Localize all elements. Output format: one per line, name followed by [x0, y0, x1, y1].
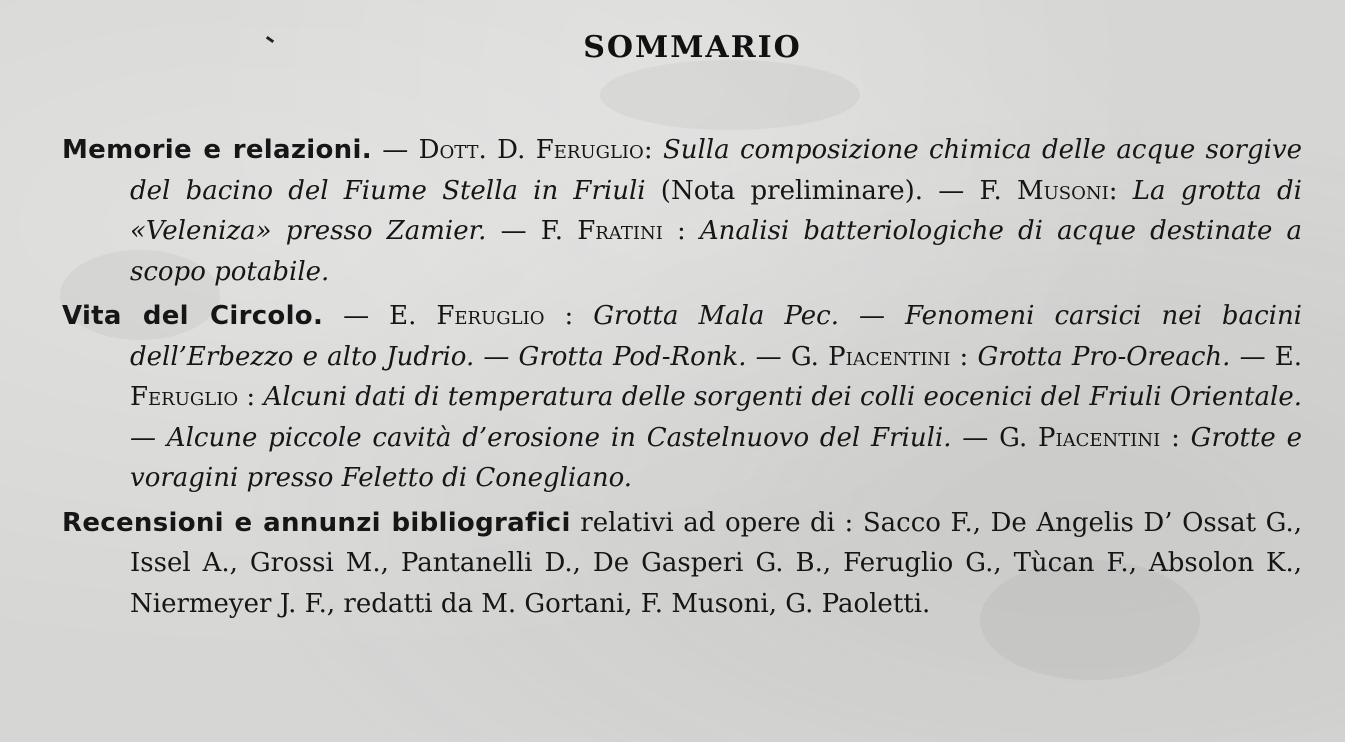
work-title: Grotta Pro-Oreach.: [977, 341, 1231, 372]
summary-entries: [62, 130, 1302, 624]
section-memorie: Memorie e relazioni. — Dott. D. Feruglio: Sulla composizione chimica delle acque sorgive del bacino del Fiume Stella in Friuli (Nota preliminare). — F. Musoni: La grotta di «Veleniza» presso Zamier. — F. Fratini : Analisi batteriologiche di acque destinate a scopo potabile.: [62, 135, 1303, 287]
section-text: relativi ad opere di : Sacco F., De Angelis D’ Ossat G., Issel A., Grossi M., Pantanelli D., De Gasperi G. B., Feruglio G., Tùcan F., Absolon K., Niermeyer J. F., redatti da M. Gortani, F. Musoni, G. Paoletti.: [130, 507, 1302, 619]
author: Dott. D. Feruglio: [418, 135, 644, 165]
page-title: SOMMARIO: [583, 30, 802, 65]
paper-stain: [600, 60, 860, 130]
author: G. Piacentini: [999, 422, 1161, 453]
author: G. Piacentini: [790, 341, 951, 372]
work-title: Alcuni dati di temperatura delle sorgenti dei colli eocenici del Friuli Orientale. — Alcune piccole cavità d’erosione in Castelnuovo del Friuli.: [130, 382, 1302, 453]
work-title: Grotta Mala Pec. — Fenomeni carsici nei bacini dell’Erbezzo e alto Judrio. — Grotta Pod-Ronk.: [130, 301, 1303, 372]
author: E. Feruglio: [130, 341, 1303, 412]
work-title: Analisi batteriologiche di acque destinate a scopo potabile.: [130, 216, 1303, 287]
author: F. Musoni: [979, 175, 1109, 206]
work-title: Sulla composizione chimica delle acque sorgive del bacino del Fiume Stella in Friuli: [130, 135, 1303, 206]
author: F. Fratini: [540, 216, 663, 246]
section-heading: Memorie e relazioni.: [62, 135, 372, 165]
section-heading: Recensioni e annunzi bibliografici: [62, 507, 571, 538]
section-heading: Vita del Circolo.: [62, 301, 324, 331]
author: E. Feruglio: [389, 301, 545, 331]
section-vita: Vita del Circolo. — E. Feruglio : Grotta Mala Pec. — Fenomeni carsici nei bacini dell’Erbezzo e alto Judrio. — Grotta Pod-Ronk. — G. Piacentini : Grotta Pro-Oreach. — E. Feruglio : Alcuni dati di temperatura delle sorgenti dei colli eocenici del Friuli Orientale. — Alcune piccole cavità d’erosione in Castelnuovo del Friuli. — G. Piacentini : Grotte e voragini presso Feletto di Conegliano.: [62, 301, 1303, 493]
work-title: Grotte e voragini presso Feletto di Conegliano.: [130, 422, 1303, 493]
section-recensioni: [62, 503, 1302, 625]
work-title: La grotta di «Veleniza» presso Zamier.: [130, 175, 1302, 246]
